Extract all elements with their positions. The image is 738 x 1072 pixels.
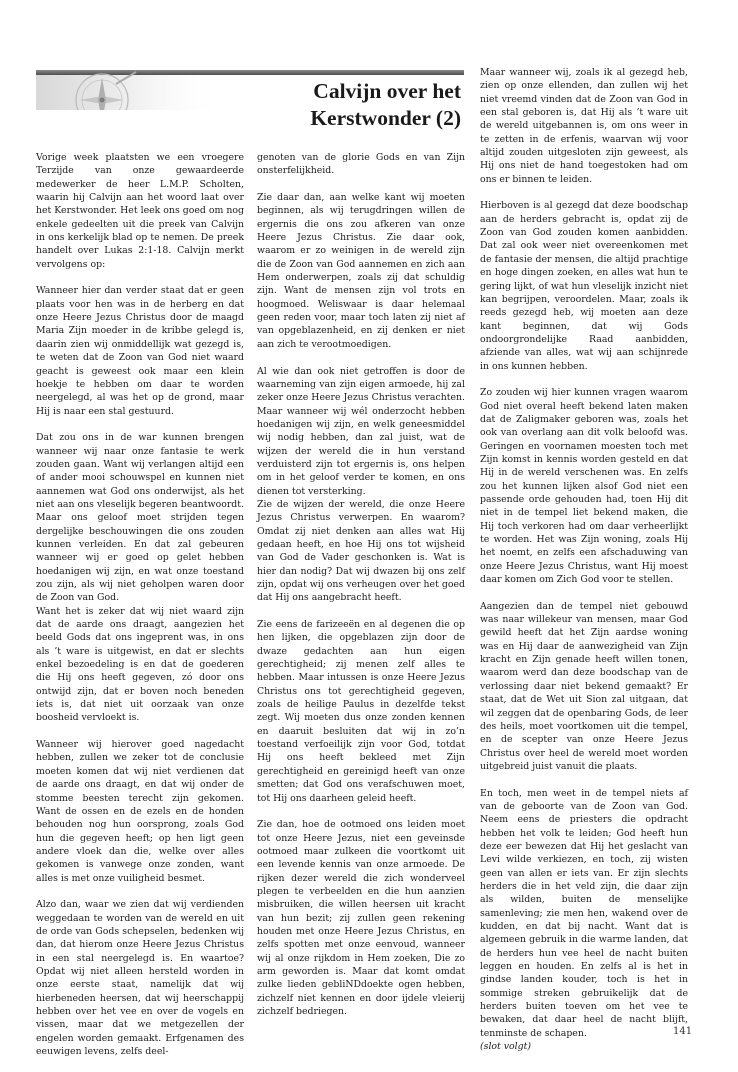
paragraph: Zie dan, hoe de ootmoed ons leiden moet tot onze Heere Jezus, niet een geveinsde ootmoed maar zulkeen die voortkomt uit een levende kennis van onze armoede. De rijken dezer wereld die zich wonderveel plegen te verbeelden en die hun aanzien misbruiken, die willen heersen uit kracht van hun bezit; zij zullen geen rekening houden met onze Heere Jezus Christus, en zelfs spotten met onze eenvoud, wanneer wij al onze rijkdom in Hem zoeken, Die zo arm geworden is. Maar dat komt omdat zulke lieden gebliNDdoekte ogen hebben, zichzelf niet kennen en door ijdele vleierij zichzelf bedriegen. [257, 819, 465, 1017]
paragraph: Wanneer wij hierover goed nagedacht hebben, zullen we zeker tot de conclusie moeten komen dat wij niet verdienen dat de aarde ons draagt, en dat wij onder de stomme beesten terecht zijn gekomen. Want de ossen en de ezels en de honden behouden nog hun oorsprong, zoals God hun die gegeven heeft; op hen ligt geen andere vloek dan die, welke over alles gekomen is vanwege onze zonden, want alles is met onze vuiligheid besmet. [36, 739, 244, 884]
article-title [310, 78, 461, 132]
paragraph: Want het is zeker dat wij niet waard zijn dat de aarde ons draagt, aangezien het beeld Gods dat ons ingeprent was, in ons als ’t ware is uitgewist, en dat er slechts enkel bezoedeling is en dat de goederen die Hij ons heeft gegeven, zó door ons ontwijd zijn, dat er boven noch beneden iets is, dat niet uit oorzaak van onze boosheid vervloekt is. [36, 605, 244, 724]
paragraph: genoten van de glorie Gods en van Zijn onsterfelijkheid. [257, 152, 465, 177]
article-title-line1: Calvijn over het [313, 79, 461, 103]
paragraph: Al wie dan ook niet getroffen is door de waarneming van zijn eigen armoede, hij zal zeker onze Heere Jezus Christus verachten. Maar wanneer wij wél onderzocht hebben hoedanigen wij zijn, en welk geneesmiddel wij nodig hebben, dan zal juist, wat de wijzen der wereld die in hun verstand verduisterd zijn tot ergernis is, ons helpen om in het geloof verder te komen, en ons dienen tot versterking. [257, 365, 465, 497]
paragraph: Zie eens de farizeeën en al degenen die op hen lijken, die opgeblazen zijn door de dwaze gedachten aan hun eigen gerechtigheid; zij menen zelf alles te hebben. Maar intussen is onze Heere Jezus Christus ons tot gerechtigheid gegeven, zoals de heilige Paulus in dezelfde tekst zegt. Wij moeten dus onze zonden kennen en daaruit besluiten dat wij in zo’n toestand verfoeilijk zijn voor God, totdat Hij ons heeft bekleed met Zijn gerechtigheid en gereinigd heeft van onze smetten; dat God ons verafschuwen moet, tot Hij ons daarheen geleid heeft. [257, 619, 465, 804]
paragraph: Aangezien dan de tempel niet gebouwd was naar willekeur van mensen, maar God gewild heeft dat het Zijn aardse woning was en Hij daar de aanwezigheid van Zijn kracht en Zijn genade heeft willen tonen, waarom werd dan deze boodschap van de verlossing daar niet bekend gemaakt? Er staat, dat de Wet uit Sion zal uitgaan, dat wil zeggen dat de openbaring Gods, de leer des heils, moet voortkomen uit die tempel, en de scepter van onze Heere Jezus Christus over heel de wereld moet worden uitgebreid juist vanuit die plaats. [480, 600, 688, 772]
paragraph: Hierboven is al gezegd dat deze boodschap aan de herders gebracht is, opdat zij de Zoon van God zouden komen aanbidden. Dat zal ook weer niet overeenkomen met de fantasie der mensen, die altijd prachtige en hoge dingen zoeken, en alles wat hun te gering lijkt, of wat hun vleselijk inzicht niet kan begrijpen, veroordelen. Maar, zoals ik reeds gezegd heb, wij moeten aan deze kant beginnen, dat wij Gods ondoorgrondelijke Raad aanbidden, afziende van alles, wat wij aan schijnrede in ons kunnen hebben. [480, 200, 688, 372]
text-column-middle [257, 151, 465, 1032]
paragraph: Zo zouden wij hier kunnen vragen waarom God niet overal heeft bekend laten maken dat de Zaligmaker geboren was, zoals het ook van overlang aan dit volk beloofd was. Geringen en voornamen moesten toch met Zijn komst in kennis worden gesteld en dat Hij in de wereld verschenen was. En zelfs zou het kunnen lijken alsof God niet een passende orde gehouden had, toen Hij dit niet in de tempel liet bekend maken, die Hij toch verkoren had om daar verheerlijkt te worden. Het was Zijn woning, zoals Hij het noemt, en zelfs een afschaduwing van onze Heere Jezus Christus, want Hij moest daar komen om Zich God voor te stellen. [480, 387, 688, 586]
paragraph: Zie daar dan, aan welke kant wij moeten beginnen, als wij terugdringen willen de ergernis die ons zou afkeren van onze Heere Jezus Christus. Zie daar ook, waarom er zo weinigen in de wereld zijn die de Zoon van God aannemen en zich aan Hem onderwerpen, zoals zij dat schuldig zijn. Want de mensen zijn vol trots en hoogmoed. Weliswaar is daar helemaal geen reden voor, maar toch laten zij niet af van opgeblazenheid, en zij denken er niet aan zich te verootmoedigen. [257, 192, 465, 350]
page-number: 141 [673, 1026, 693, 1037]
paragraph: Vorige week plaatsten we een vroegere Terzijde van onze gewaardeerde medewerker de heer L.M.P. Scholten, waarin hij Calvijn aan het woord laat over het Kerstwonder. Het leek ons goed om nog enkele gedeelten uit die preek van Calvijn in ons kerkelijk blad op te nemen. De preek handelt over Lukas 2:1-18. Calvijn merkt vervolgens op: [36, 152, 244, 270]
paragraph: En toch, men weet in de tempel niets af van de geboorte van de Zoon van God. Neem eens de priesters die opdracht hebben het volk te leiden; God heeft hun deze eer bewezen dat Hij het geslacht van Levi wilde verkiezen, en toch, zij wisten geen van allen er iets van. Er zijn slechts herders die in het veld zijn, die daar zijn als wilden, buiten de menselijke samenleving; zie men hen, wakend over de kudden, en dat bij nacht. Want dat is algemeen gebruik in die warme landen, dat de herders hun vee heel de nacht buiten leggen en houden. En zelfs al is het in gindse landen kouder, toch is het in sommige streken gebruikelijk dat de herders buiten toeven om het vee te bewaken, dat daar heel de nacht blijft, tenminste de schapen. [480, 787, 688, 1039]
paragraph: Alzo dan, waar we zien dat wij verdienden weggedaan te worden van de wereld en uit de orde van Gods schepselen, bedenken wij dan, dat hierom onze Heere Jezus Christus in een stal neergelegd is. En waartoe? Opdat wij niet alleen hersteld worden in onze eerste staat, namelijk dat wij hierbeneden heersen, dat wij heerschappij hebben over het vee en over de vogels en vissen, maar dat we metgezellen der engelen worden gemaakt. Erfgenamen des eeuwigen levens, zelfs deel- [36, 899, 244, 1058]
paragraph: Wanneer hier dan verder staat dat er geen plaats voor hen was in de herberg en dat onze Heere Jezus Christus door de maagd Maria Zijn moeder in de kribbe gelegd is, daarin zien wij onmiddellijk wat gezegd is, te weten dat de Zoon van God niet waard geacht is geweest ook maar een klein hoekje te hebben om daar te worden neergelegd, al was het op de grond, maar Hij is naar een stal gestuurd. [36, 285, 244, 417]
text-column-right [480, 66, 688, 1067]
text-column-left [36, 151, 244, 1072]
closing-note: (slot volgt) [480, 1041, 532, 1053]
article-title-line2: Kerstwonder (2) [310, 106, 461, 130]
paragraph: Zie de wijzen der wereld, die onze Heere Jezus Christus verwerpen. En waarom? Omdat zij niet denken aan alles wat Hij gedaan heeft, en hoe Hij ons tot wijsheid van God de Vader geschonken is. Wat is hier dan nodig? Dat wij dwazen bij ons zelf zijn, opdat wij ons verheugen over het goed dat Hij ons aangebracht heeft. [257, 498, 465, 604]
paragraph: Maar wanneer wij, zoals ik al gezegd heb, zien op onze ellenden, dan zullen wij het niet vreemd vinden dat de Zoon van God in een stal geboren is, dat Hij als ’t ware uit de wereld uitgebannen is, om ons weer in te zetten in de erfenis, waarvan wij voor altijd zouden uitgesloten zijn geweest, als Hij ons niet de hand toegestoken had om ons er binnen te leiden. [480, 67, 688, 185]
paragraph: Dat zou ons in de war kunnen brengen wanneer wij naar onze fantasie te werk zouden gaan. Want wij verlangen altijd een of ander mooi schouwspel en kunnen niet aannemen wat God ons onderwijst, als het niet aan ons vleselijk begeren beantwoordt. Maar ons geloof moet strijden tegen dergelijke beschouwingen die ons zouden kunnen verleiden. En dat zal gebeuren wanneer wij er goed op gelet hebben hoedanigen wij zijn, en wat onze toestand zou zijn, als wij niet geholpen waren door de Zoon van God. [36, 432, 244, 604]
